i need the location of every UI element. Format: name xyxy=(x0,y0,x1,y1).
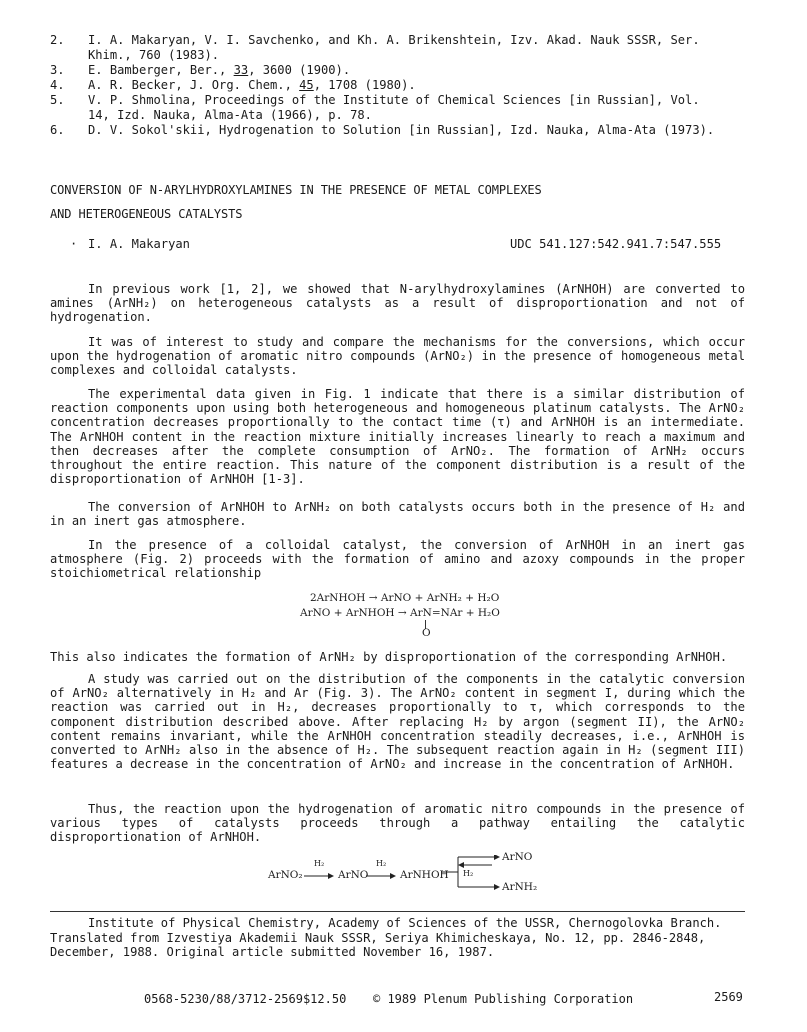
bullet-dot: · xyxy=(70,237,78,251)
reference-text: Khim., 760 (1983). xyxy=(88,47,220,62)
copyright: © 1989 Plenum Publishing Corporation xyxy=(373,992,634,1006)
paragraph-4: The conversion of ArNHOH to ArNH₂ on both catalysts occurs both in the presence of H₂ and in an inert gas atmosphere. xyxy=(50,500,745,529)
equation-2: ArNO + ArNHOH → ArN=NAr + H₂O xyxy=(300,607,500,619)
paragraph-3: The experimental data given in Fig. 1 indicate that there is a similar distribution of reaction components upon using both heterogeneous and homogeneous platinum catalysts. The ArNO₂ concentration decreases proportionally to the contact time (τ) and ArNHOH is an intermediate. The ArNHOH content in the reaction mixture initially increases linearly to reach a maximum and then decreases after the complete consumption of ArNO₂. The formation of ArNH₂ occurs throughout the entire reaction. This nature of the component distribution is a result of the disproportionation of ArNHOH [1-3]. xyxy=(50,387,745,487)
reference-text: , 1708 (1980). xyxy=(313,78,416,92)
paragraph-7: A study was carried out on the distribution of the components in the catalytic conversion of ArNO₂ alternatively in H₂ and Ar (Fig. 3). The ArNO₂ content in segment I, during which the reaction was carried out in H₂, decreases proportionally to τ, which corresponds to the component distribution described above. After replacing H₂ by argon (segment II), the ArNO₂ content remains invariant, while the ArNHOH concentration steadily decreases, i.e., ArNHOH is converted to ArNH₂ also in the absence of H₂. The subsequent reaction again in H₂ (segment III) features a decrease in the concentration of ArNO₂ and increase in the concentration of ArNHOH. xyxy=(50,672,745,772)
reference-text: V. P. Shmolina, Proceedings of the Institute of Chemical Sciences [in Russian], Vol. xyxy=(88,93,700,107)
paragraph-5: In the presence of a colloidal catalyst, the conversion of ArNHOH in an inert gas atmosphere (Fig. 2) proceeds with the formation of amino and azoxy compounds in the proper stoichiometrical relationship xyxy=(50,538,745,581)
author-name: I. A. Makaryan xyxy=(88,237,190,251)
reference-number: 5. xyxy=(50,93,65,107)
article-title-line-2: AND HETEROGENEOUS CATALYSTS xyxy=(50,207,243,221)
scheme-arrow-1 xyxy=(304,873,334,879)
paragraph-6: This also indicates the formation of ArNH₂ by disproportionation of the corresponding ArNHOH. xyxy=(50,650,728,664)
reference-text: D. V. Sokol'skii, Hydrogenation to Solution [in Russian], Izd. Nauka, Alma-Ata (1973). xyxy=(88,123,715,137)
article-title-line-1: CONVERSION OF N-ARYLHYDROXYLAMINES IN THE PRESENCE OF METAL COMPLEXES xyxy=(50,183,542,197)
paragraph-8: Thus, the reaction upon the hydrogenation of aromatic nitro compounds in the presence of various types of catalysts proceeds through a pathway entailing the catalytic disproportionation of ArNHOH. xyxy=(50,802,745,845)
reference-number: 2. xyxy=(50,33,65,47)
scheme-arrow-2 xyxy=(366,873,396,879)
reference-number: 4. xyxy=(50,78,65,92)
footer-rule xyxy=(50,911,745,912)
scheme-h2-label: H₂ xyxy=(376,859,387,868)
reference-number: 6. xyxy=(50,123,65,137)
equation-1: 2ArNHOH → ArNO + ArNH₂ + H₂O xyxy=(310,592,500,604)
reference-text: 14, Izd. Nauka, Alma-Ata (1966), p. 78. xyxy=(88,107,372,122)
reference-text: A. R. Becker, J. Org. Chem., xyxy=(88,78,300,92)
reference-text: I. A. Makaryan, V. I. Savchenko, and Kh. A. Brikenshtein, Izv. Akad. Nauk SSSR, Ser. xyxy=(88,33,700,47)
reference-volume: 33 xyxy=(233,63,249,77)
udc-code: UDC 541.127:542.941.7:547.555 xyxy=(510,237,722,251)
paragraph-1: In previous work [1, 2], we showed that N-arylhydroxylamines (ArNHOH) are converted to amines (ArNH₂) on heterogeneous catalysts as a result of disproportionation and not of hydrogenation. xyxy=(50,282,745,325)
reaction-scheme xyxy=(268,851,548,903)
reference-number: 3. xyxy=(50,63,65,77)
issn-code: 0568-5230/88/3712-2569$12.50 xyxy=(144,992,347,1006)
scheme-hydroxylamine: ArNHOH xyxy=(400,869,449,881)
reference-text: E. Bamberger, Ber., xyxy=(88,63,234,77)
scheme-reactant: ArNO₂ xyxy=(268,869,303,881)
scheme-product-top: ArNO xyxy=(502,851,533,863)
scheme-h2-label: H₂ xyxy=(314,859,325,868)
page-number: 2569 xyxy=(714,990,743,1004)
scheme-h2-label: H₂ xyxy=(463,869,474,878)
paragraph-2: It was of interest to study and compare the mechanisms for the conversions, which occur upon the hydrogenation of aromatic nitro compounds (ArNO₂) in the presence of homogeneous metal complexes and colloidal catalysts. xyxy=(50,335,745,378)
footer-affiliation: Institute of Physical Chemistry, Academy of Sciences of the USSR, Chernogolovka Branch. Translated from Izvestiya Akademii Nauk SSSR, Seriya Khimicheskaya, No. 12, pp. 2846-2848, December, 1988. Original article submitted November 16, 1987. xyxy=(50,916,722,959)
scheme-intermediate: ArNO xyxy=(338,869,369,881)
reference-volume: 45 xyxy=(299,78,314,92)
reference-text: , 3600 (1900). xyxy=(248,63,351,77)
scheme-product-bottom: ArNH₂ xyxy=(502,881,538,893)
equation-2-oxygen: O xyxy=(422,627,431,639)
